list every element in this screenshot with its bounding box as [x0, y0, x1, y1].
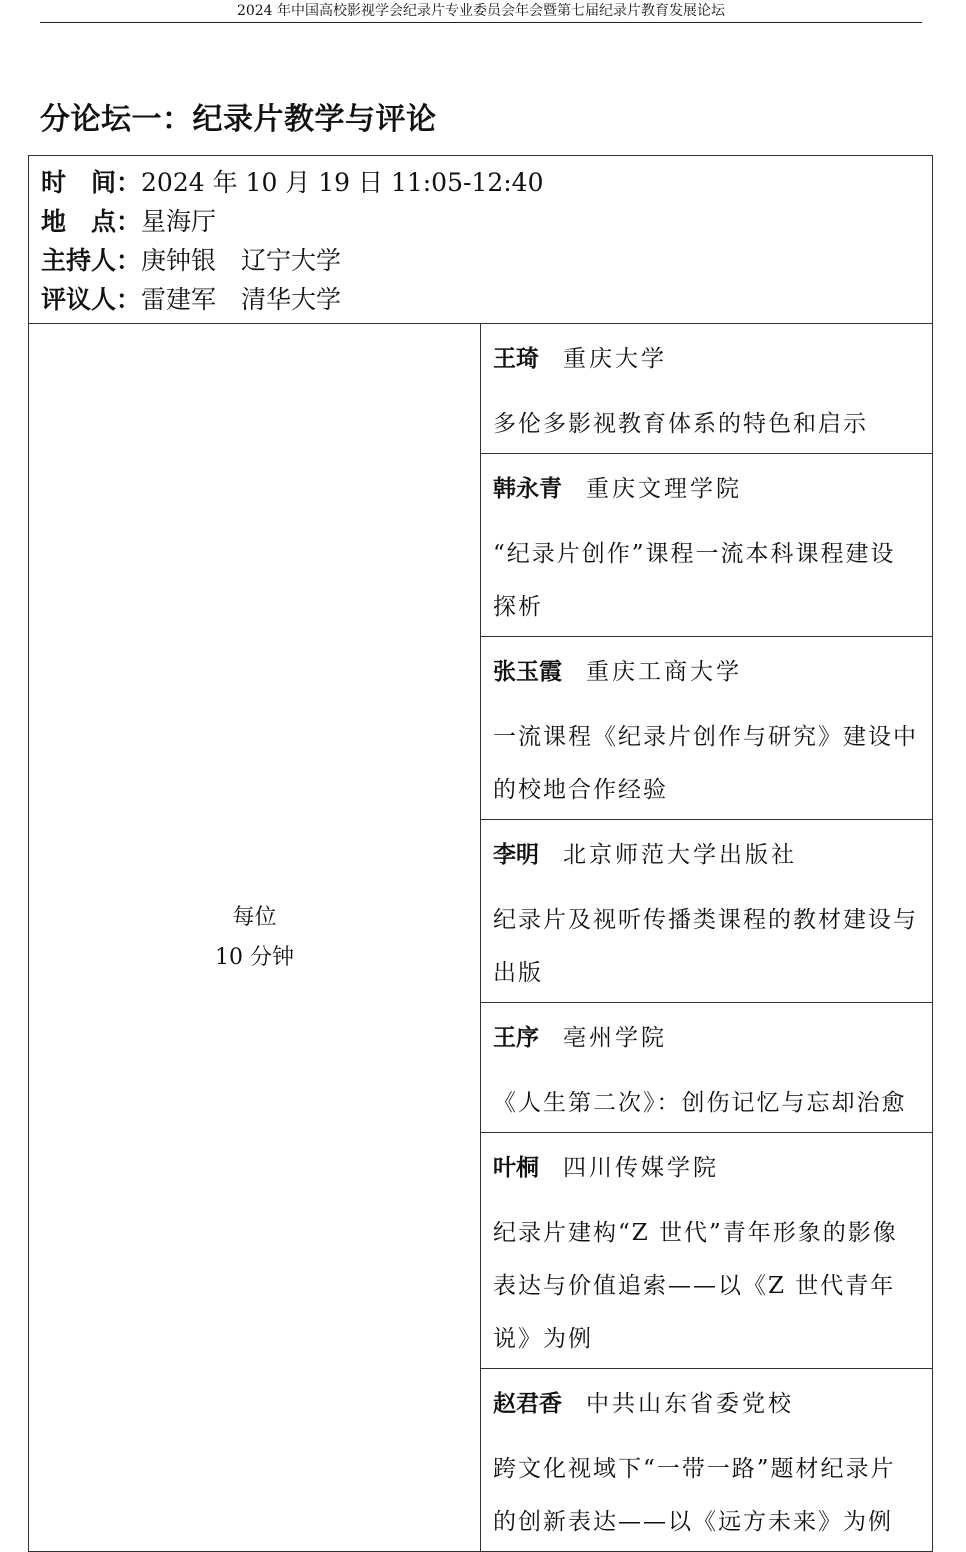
- speaker-name: 张玉霞: [493, 659, 562, 685]
- speaker-name: 叶桐: [493, 1155, 539, 1181]
- speaker-institution: 四川传媒学院: [563, 1155, 719, 1181]
- speaker-institution: 中共山东省委党校: [586, 1391, 794, 1417]
- speaker-institution: 重庆工商大学: [586, 659, 742, 685]
- reviewer-line: [41, 280, 920, 319]
- time-per-speaker: [29, 324, 481, 1552]
- place-line: [41, 202, 920, 241]
- host-line: [41, 241, 920, 280]
- speaker-name: 王琦: [493, 346, 539, 372]
- talk-row: [29, 324, 933, 454]
- section-title: 分论坛一：纪录片教学与评论: [40, 102, 437, 137]
- time-value: 2024 年 10 月 19 日 11:05-12:40: [141, 168, 544, 197]
- talk-title: 多伦多影视教育体系的特色和启示: [493, 411, 868, 437]
- host-value: 庚钟银 辽宁大学: [141, 246, 342, 275]
- talk-cell: [481, 820, 933, 1003]
- speaker-institution: 重庆大学: [563, 346, 667, 372]
- talk-title: 纪录片建构“Z 世代”青年形象的影像表达与价值追索——以《Z 世代青年说》为例: [493, 1220, 898, 1352]
- reviewer-value: 雷建军 清华大学: [141, 285, 342, 314]
- time-per-speaker-line2: 10 分钟: [215, 944, 294, 970]
- session-info: [29, 156, 933, 324]
- talk-title: 一流课程《纪录片创作与研究》建设中的校地合作经验: [493, 724, 918, 803]
- talk-speaker: [493, 1369, 920, 1443]
- time-label: 时 间：: [41, 168, 142, 197]
- talk-cell: [481, 1369, 933, 1552]
- talk-speaker: [493, 1133, 920, 1207]
- talk-speaker: [493, 324, 920, 398]
- running-header-text: 2024 年中国高校影视学会纪录片专业委员会年会暨第七届纪录片教育发展论坛: [236, 3, 726, 19]
- talk-title: “纪录片创作”课程一流本科课程建设探析: [493, 541, 896, 620]
- talk-speaker: [493, 454, 920, 528]
- info-row: [29, 156, 933, 324]
- talk-title: 《人生第二次》：创伤记忆与忘却治愈: [493, 1090, 907, 1116]
- talk-title: 跨文化视域下“一带一路”题材纪录片的创新表达——以《远方未来》为例: [493, 1456, 896, 1535]
- speaker-institution: 亳州学院: [563, 1025, 667, 1051]
- time-line: [41, 163, 920, 202]
- host-label: 主持人：: [41, 246, 142, 275]
- talk-cell: [481, 1003, 933, 1133]
- place-value: 星海厅: [141, 207, 217, 236]
- talk-cell: [481, 454, 933, 637]
- schedule-table: [28, 155, 933, 1552]
- reviewer-label: 评议人：: [41, 285, 142, 314]
- running-header: [40, 0, 922, 23]
- speaker-institution: 重庆文理学院: [586, 476, 742, 502]
- talk-speaker: [493, 637, 920, 711]
- talk-title: 纪录片及视听传播类课程的教材建设与出版: [493, 907, 918, 986]
- time-per-speaker-line1: 每位: [232, 904, 277, 930]
- talk-cell: [481, 637, 933, 820]
- talk-speaker: [493, 820, 920, 894]
- speaker-name: 王序: [493, 1025, 539, 1051]
- talk-cell: [481, 324, 933, 454]
- speaker-name: 赵君香: [493, 1391, 562, 1417]
- speaker-name: 李明: [493, 842, 539, 868]
- talk-speaker: [493, 1003, 920, 1077]
- speaker-name: 韩永青: [493, 476, 562, 502]
- talk-cell: [481, 1133, 933, 1369]
- place-label: 地 点：: [41, 207, 142, 236]
- speaker-institution: 北京师范大学出版社: [563, 842, 797, 868]
